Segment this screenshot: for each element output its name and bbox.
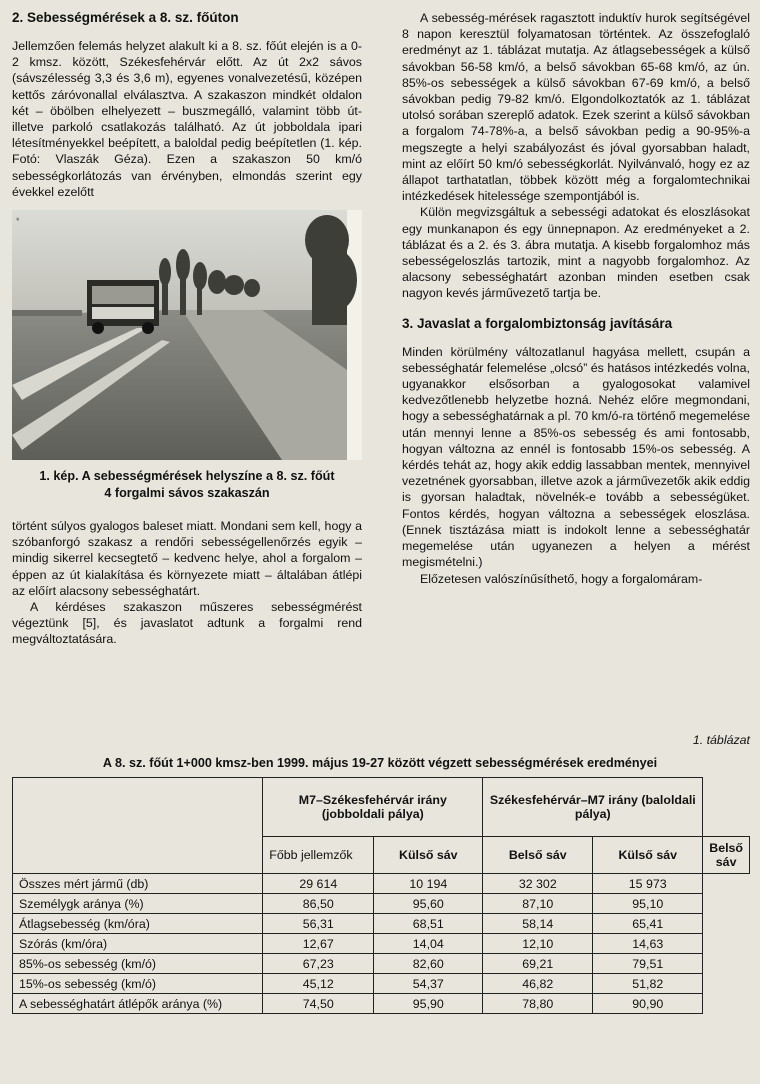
cell: 95,60 xyxy=(374,894,483,914)
cell: 46,82 xyxy=(483,974,593,994)
table-title: A 8. sz. főút 1+000 kmsz-ben 1999. május 19-27 között végzett sebességmérések eredményei xyxy=(102,756,658,770)
table-reference: 1. táblázat xyxy=(692,733,750,747)
cell: 82,60 xyxy=(374,954,483,974)
cell: 87,10 xyxy=(483,894,593,914)
photo-caption xyxy=(12,468,362,502)
cell: 29 614 xyxy=(263,874,374,894)
cell: 14,63 xyxy=(593,934,703,954)
row-label: 15%-os sebesség (km/ó) xyxy=(13,974,263,994)
paragraph: Külön megvizsgáltuk a sebességi adatokat és eloszlásokat egy munkanapon és egy ünnepnapon. Az eredményeket a 2. táblázat és a 2. és 3. ábra mutatja. A kisebb forgalomhoz más sebességeloszlás tartozik, mint a nagyobb forgalomhoz. Az alacsony sebességhatárt azonban minden esetben csak nagyon kevés járművezető tartja be. xyxy=(402,205,750,301)
cell: 45,12 xyxy=(263,974,374,994)
column-header: Belső sáv xyxy=(703,837,750,874)
cell: 56,31 xyxy=(263,914,374,934)
row-label: Személygk aránya (%) xyxy=(13,894,263,914)
bus xyxy=(87,280,159,334)
table-corner xyxy=(13,778,263,874)
cell: 54,37 xyxy=(374,974,483,994)
row-label: Szórás (km/óra) xyxy=(13,934,263,954)
column-header: Belső sáv xyxy=(483,837,593,874)
group-header-1: M7–Székesfehérvár irány (jobboldali pálya) xyxy=(263,778,483,837)
row-label: 85%-os sebesség (km/ó) xyxy=(13,954,263,974)
table-row xyxy=(13,934,750,954)
cell: 95,90 xyxy=(374,994,483,1014)
cell: 95,10 xyxy=(593,894,703,914)
cell: 90,90 xyxy=(593,994,703,1014)
caption-line-2: 4 forgalmi sávos szakaszán xyxy=(104,486,270,501)
table-row xyxy=(13,954,750,974)
svg-text:*: * xyxy=(16,216,20,227)
cell: 12,67 xyxy=(263,934,374,954)
table-row xyxy=(13,994,750,1014)
results-table xyxy=(12,777,750,1014)
right-column xyxy=(402,10,750,587)
paragraph: Minden körülmény változatlanul hagyása mellett, csupán a sebességhatár felemelése „olcsó” és hatásos intézkedés volna, ugyanakkor elsősorban a gyalogosokat valamivel kedvezőtlenebb helyzetbe hozná. Nehéz előre megmondani, hogy a sebességhatárnak a pl. 70 km/ó-ra történő megemelése után mennyi lenne a 85%-os sebesség és ami fontosabb, hogyan változna az ennél is fontosabb 15%-os sebesség. A kérdés tehát az, hogy akik eddig lassabban mentek, mennyivel vezetnének gyorsabban, illetve azok a járművezetők akik eddig is gyorsan haladtak, növelnék-e tovább a sebességüket. Fontos kérdés, hogyan változna a sebességek eloszlása. (Ennek tisztázása miatt is indokolt lenne a sebességhatár megemelése után ugyanezen a helyen a mérést megismételni.) xyxy=(402,344,750,570)
cell: 15 973 xyxy=(593,874,703,894)
cell: 78,80 xyxy=(483,994,593,1014)
table-row xyxy=(13,974,750,994)
column-header: Külső sáv xyxy=(593,837,703,874)
cell: 86,50 xyxy=(263,894,374,914)
column-header: Külső sáv xyxy=(374,837,483,874)
cell: 68,51 xyxy=(374,914,483,934)
paragraph: A kérdéses szakaszon műszeres sebességmérést végeztünk [5], és javaslatot adtunk a forgalmi rend megváltoztatására. xyxy=(12,600,362,647)
table-row xyxy=(13,914,750,934)
cell: 65,41 xyxy=(593,914,703,934)
section-3-heading: 3. Javaslat a forgalombiztonság javítására xyxy=(402,315,673,331)
road-photo xyxy=(12,210,362,460)
paragraph: Jellemzően felemás helyzet alakult ki a 8. sz. főút elején is a 0-2 kmsz. között, Székesfehérvár előtt. Az út 2x2 sávos (sávszélesség 3,3 és 3,6 m), egyenes vonalvezetésű, középen kettős záróvonallal elválasztva. A szakaszon mindkét oldalon két – öbölben elhelyezett – buszmegálló, valamint több út- illetve parkoló csatlakozás található. Az út jobboldala ipari létesítményekkel beépített, a baloldal pedig beépítetlen (1. kép. Fotó: Vlaszák Géza). Ezen a szakaszon 50 km/ó sebességkorlátozás van érvényben, elmondás szerint egy évekkel ezelőtt xyxy=(12,39,362,199)
cell: 69,21 xyxy=(483,954,593,974)
row-label: Átlagsebesség (km/óra) xyxy=(13,914,263,934)
cell: 74,50 xyxy=(263,994,374,1014)
cell: 58,14 xyxy=(483,914,593,934)
row-label: A sebességhatárt átlépők aránya (%) xyxy=(13,994,263,1014)
row-header: Főbb jellemzők xyxy=(263,837,374,874)
cell: 14,04 xyxy=(374,934,483,954)
caption-line-1: 1. kép. A sebességmérések helyszíne a 8. sz. főút xyxy=(39,469,335,484)
cell: 12,10 xyxy=(483,934,593,954)
section-2-heading: 2. Sebességmérések a 8. sz. főúton xyxy=(12,10,239,25)
table-row xyxy=(13,874,750,894)
cell: 67,23 xyxy=(263,954,374,974)
paragraph: Előzetesen valószínűsíthető, hogy a forgalomáram- xyxy=(420,571,703,586)
table-row xyxy=(13,894,750,914)
paragraph: A sebesség-mérések ragasztott induktív hurok segítségével 8 napon keresztül folyamatosan történtek. Az összefoglaló eredményt az 1. táblázat mutatja. Az átlagsebességek a külső sávokban 56-58 km/ó, a belső sávokban 65-68 km/ó, az ún. 85%-os sebességek a külső sávokban 67-69 km/ó, a belső sávokban pedig 79-82 km/ó. Elgondolkoztatók az 1. táblázat utolsó sorában szereplő adatok. Ezek szerint a külső sávokban a forgalom 74-78%-a, a belső sávokban pedig a 90-95%-a megszegte a helyi szabályozást és jóval gyorsabban haladt, mint az előírt 50 km/ó sebességkorlát. Nyilvánvaló, hogy ez az állapot tarthatatlan, többek között még a forgalomtechnikai intézkedések hitelessége szempontjából is. xyxy=(402,11,750,204)
cell: 32 302 xyxy=(483,874,593,894)
row-label: Összes mért jármű (db) xyxy=(13,874,263,894)
paragraph: történt súlyos gyalogos baleset miatt. Mondani sem kell, hogy a szóbanforgó szakasz a rendőri sebességellenőrzés egyik – mindig sikerrel kecsegtető – kedvenc helye, ahol a forgalom – éppen az út kialakítása és környezete miatt – általában átlépi az előírt alacsony sebességhatárt. xyxy=(12,519,362,598)
left-column xyxy=(12,10,362,648)
cell: 10 194 xyxy=(374,874,483,894)
cell: 51,82 xyxy=(593,974,703,994)
group-header-2: Székesfehérvár–M7 irány (baloldali pálya) xyxy=(483,778,703,837)
road-photo-image xyxy=(12,210,362,460)
cell: 79,51 xyxy=(593,954,703,974)
